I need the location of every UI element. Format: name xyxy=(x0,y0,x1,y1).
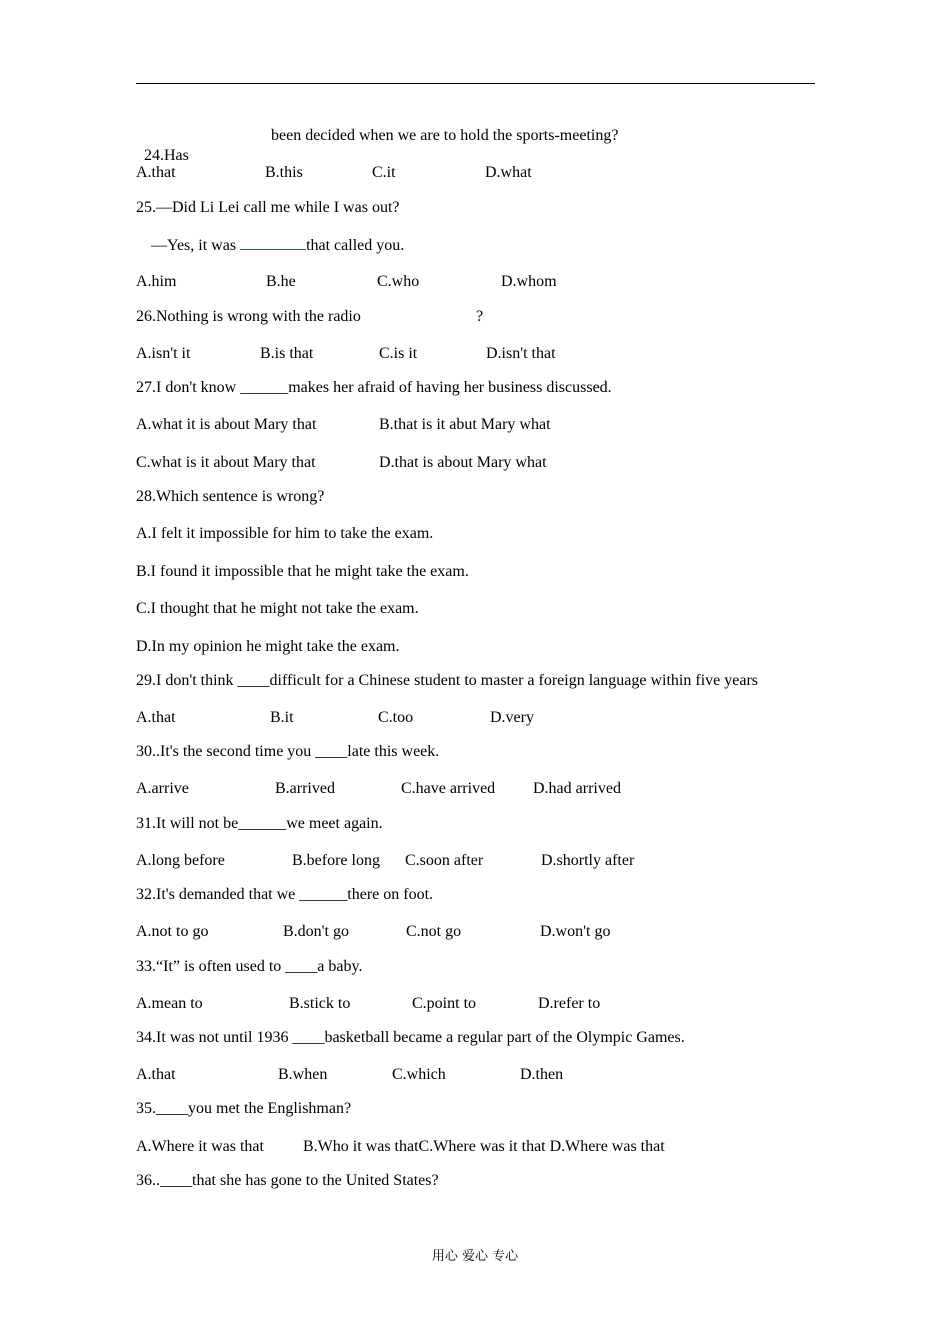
q29-stem: 29.I don't think ____difficult for a Chinese student to master a foreign language within five years xyxy=(136,672,758,689)
q32-option-a: A.not to go xyxy=(136,923,209,940)
q26-option-a: A.isn't it xyxy=(136,345,191,362)
q26-option-d: D.isn't that xyxy=(486,345,556,362)
q33-option-a: A.mean to xyxy=(136,995,203,1012)
q25-option-d: D.whom xyxy=(501,273,557,290)
q29-option-b: B.it xyxy=(270,709,294,726)
q25-reply xyxy=(151,235,404,256)
q26-stem: 26.Nothing is wrong with the radio xyxy=(136,308,361,325)
q31-option-a: A.long before xyxy=(136,852,225,869)
q27-option-b: B.that is it abut Mary what xyxy=(379,416,551,433)
answer-blank xyxy=(240,235,306,250)
q25-reply-before: —Yes, it was xyxy=(151,237,237,254)
q35-option-a: A.Where it was that xyxy=(136,1138,264,1155)
q33-option-c: C.point to xyxy=(412,995,477,1012)
q24-stem-after: been decided when we are to hold the sports-meeting? xyxy=(271,127,619,144)
q30-option-d: D.had arrived xyxy=(533,780,621,797)
q25-option-b: B.he xyxy=(266,273,296,290)
q25-stem: 25.—Did Li Lei call me while I was out? xyxy=(136,199,400,216)
q33-option-d: D.refer to xyxy=(538,995,601,1012)
q29-option-a: A.that xyxy=(136,709,176,726)
q27-option-d: D.that is about Mary what xyxy=(379,454,547,471)
q29-option-d: D.very xyxy=(490,709,534,726)
q27-option-a: A.what it is about Mary that xyxy=(136,416,317,433)
q30-stem: 30..It's the second time you ____late this week. xyxy=(136,743,440,760)
q24-option-b: B.this xyxy=(265,164,303,181)
q26-question-mark: ? xyxy=(476,308,484,325)
q24-option-d: D.what xyxy=(485,164,532,181)
q27-option-c: C.what is it about Mary that xyxy=(136,454,316,471)
q28-option-a: A.I felt it impossible for him to take the exam. xyxy=(136,525,434,542)
q30-option-a: A.arrive xyxy=(136,780,189,797)
q29-option-c: C.too xyxy=(378,709,414,726)
q31-option-b: B.before long xyxy=(292,852,380,869)
page-footer: 用心 爱心 专心 xyxy=(431,1249,519,1264)
q32-stem: 32.It's demanded that we ______there on foot. xyxy=(136,886,434,903)
q34-option-b: B.when xyxy=(278,1066,328,1083)
q26-option-c: C.is it xyxy=(379,345,418,362)
q35-option-bcd: B.Who it was thatC.Where was it that D.Where was that xyxy=(303,1138,665,1155)
q32-option-c: C.not go xyxy=(406,923,462,940)
q24-option-c: C.it xyxy=(372,164,396,181)
q34-option-a: A.that xyxy=(136,1066,176,1083)
q28-stem: 28.Which sentence is wrong? xyxy=(136,488,325,505)
q28-option-c: C.I thought that he might not take the exam. xyxy=(136,600,419,617)
q25-reply-after: that called you. xyxy=(306,237,405,254)
q36-stem: 36..____that she has gone to the United States? xyxy=(136,1172,439,1189)
q31-stem: 31.It will not be______we meet again. xyxy=(136,815,383,832)
q26-option-b: B.is that xyxy=(260,345,314,362)
q33-option-b: B.stick to xyxy=(289,995,351,1012)
q32-option-d: D.won't go xyxy=(540,923,611,940)
q28-option-b: B.I found it impossible that he might take the exam. xyxy=(136,563,469,580)
q27-stem: 27.I don't know ______makes her afraid of having her business discussed. xyxy=(136,379,612,396)
q31-option-c: C.soon after xyxy=(405,852,484,869)
q30-option-c: C.have arrived xyxy=(401,780,496,797)
q35-stem: 35.____you met the Englishman? xyxy=(136,1100,352,1117)
q33-stem: 33.“It” is often used to ____a baby. xyxy=(136,958,363,975)
question-24 xyxy=(136,126,189,166)
q34-option-d: D.then xyxy=(520,1066,564,1083)
q34-option-c: C.which xyxy=(392,1066,446,1083)
q24-option-a: A.that xyxy=(136,164,176,181)
q32-option-b: B.don't go xyxy=(283,923,349,940)
q34-stem: 34.It was not until 1936 ____basketball became a regular part of the Olympic Games. xyxy=(136,1029,685,1046)
q30-option-b: B.arrived xyxy=(275,780,335,797)
q25-option-a: A.him xyxy=(136,273,177,290)
header-rule xyxy=(136,83,815,84)
q28-option-d: D.In my opinion he might take the exam. xyxy=(136,638,400,655)
q25-option-c: C.who xyxy=(377,273,420,290)
q24-stem-before: 24.Has xyxy=(144,147,189,164)
q31-option-d: D.shortly after xyxy=(541,852,635,869)
